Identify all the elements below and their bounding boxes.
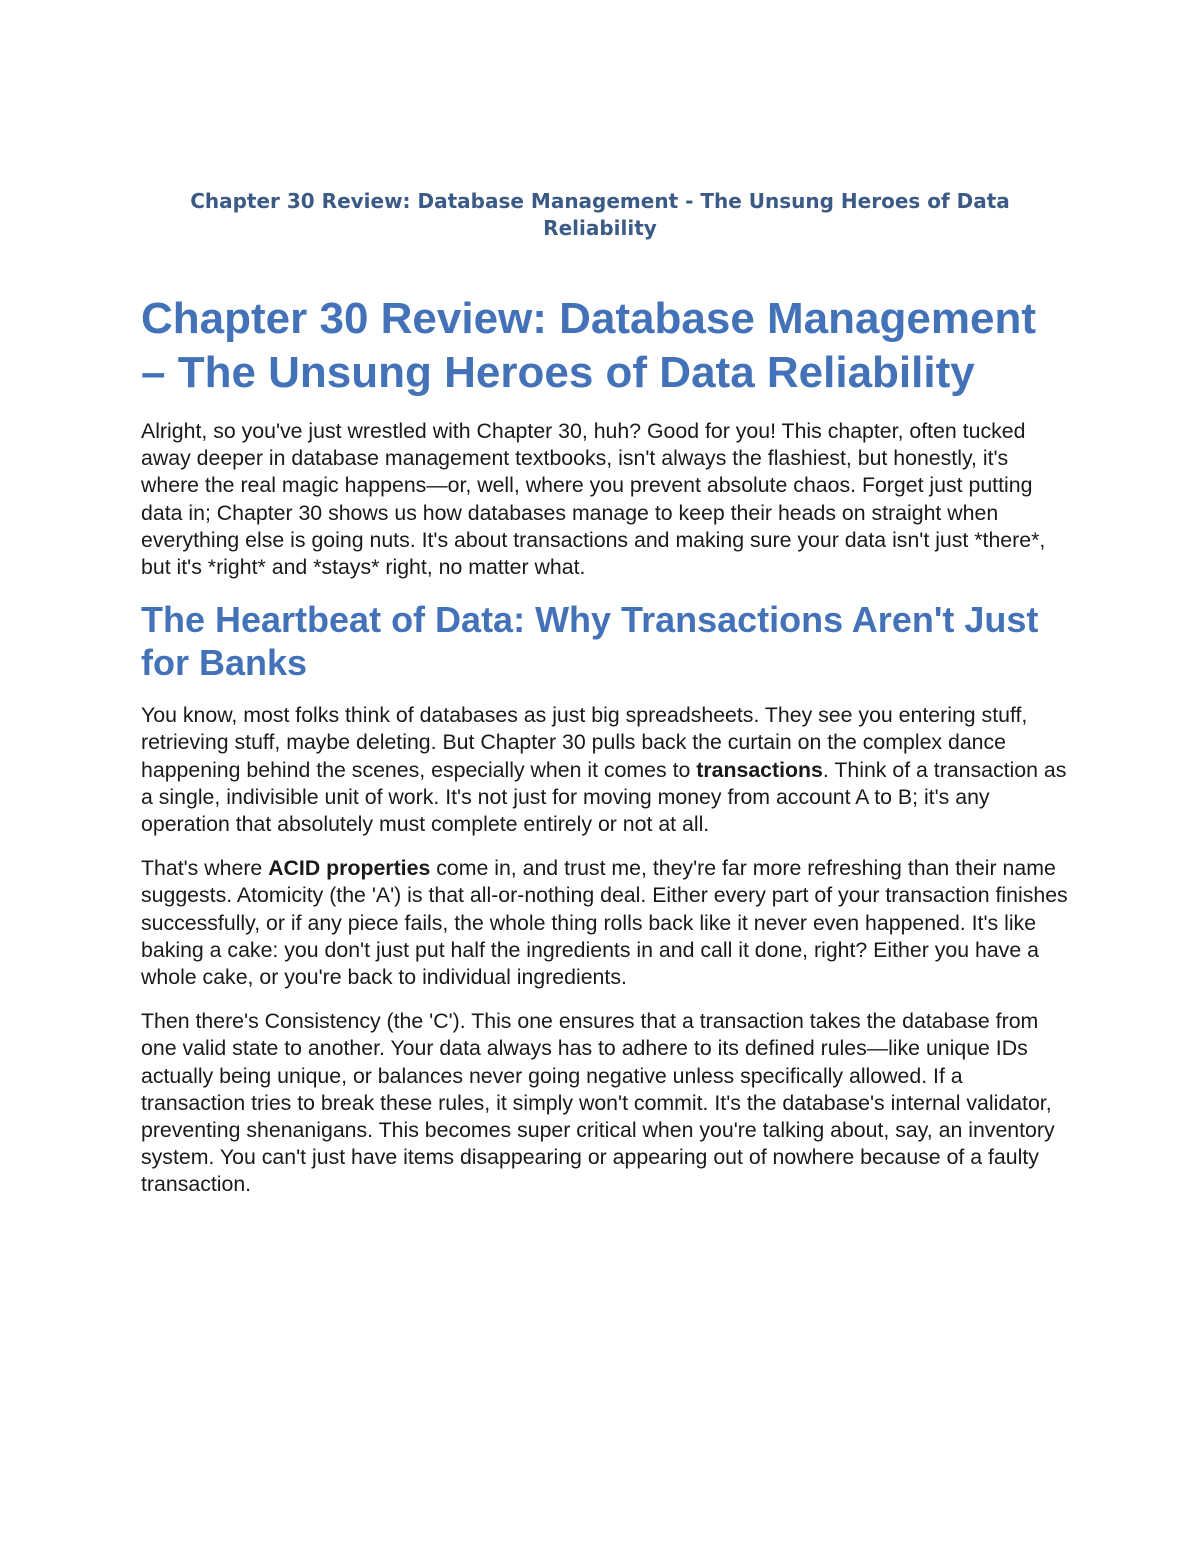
paragraph-text: You know, most folks think of databases as just big spreadsheets. They see you entering stuff, retrieving stuff, maybe deleting. But Chapter 30 pulls back the curtain on the complex dance happening behind the scenes, especially when it comes to (141, 703, 1028, 782)
paragraph-text: . Think of a transaction as a single, indivisible unit of work. It's not just for moving money from account A to B; it's any operation that absolutely must complete entirely or not at all. (141, 757, 1067, 837)
section-heading: The Heartbeat of Data: Why Transactions Aren't Just for Banks (141, 599, 1039, 684)
paragraph-acid (141, 855, 1071, 991)
document-header-title: Chapter 30 Review: Database Management - The Unsung Heroes of Data Reliability (190, 189, 1010, 240)
paragraph-text: come in, and trust me, they're far more refreshing than their name suggests. Atomicity (the 'A') is that all-or-nothing deal. Either every part of your transaction finishes successfully, or if any piece fails, the whole thing rolls back like it never even happened. It's like baking a cake: you don't just put half the ingredients in and call it done, right? Either you have a whole cake, or you're back to individual ingredients. (141, 856, 1068, 990)
bold-term-acid-properties: ACID properties (268, 856, 431, 881)
chapter-heading: Chapter 30 Review: Database Management – The Unsung Heroes of Data Reliability (141, 294, 1036, 397)
paragraph-transactions (141, 702, 1071, 838)
paragraph-text: That's where (141, 856, 269, 881)
bold-term-transactions: transactions (696, 757, 823, 782)
intro-paragraph: Alright, so you've just wrestled with Chapter 30, huh? Good for you! This chapter, often tucked away deeper in database management textbooks, isn't always the flashiest, but honestly, it's where the real magic happens—or, well, where you prevent absolute chaos. Forget just putting data in; Chapter 30 shows us how databases manage to keep their heads on straight when everything else is going nuts. It's about transactions and making sure your data isn't just *there*, but it's *right* and *stays* right, no matter what. (141, 419, 1046, 580)
document-body (141, 292, 1071, 1216)
paragraph-consistency: Then there's Consistency (the 'C'). This one ensures that a transaction takes the database from one valid state to another. Your data always has to adhere to its defined rules—like unique IDs actually being unique, or balances never going negative unless specifically allowed. If a transaction tries to break these rules, it simply won't commit. It's the database's internal validator, preventing shenanigans. This becomes super critical when you're talking about, say, an inventory system. You can't just have items disappearing or appearing out of nowhere because of a faulty transaction. (141, 1009, 1055, 1197)
